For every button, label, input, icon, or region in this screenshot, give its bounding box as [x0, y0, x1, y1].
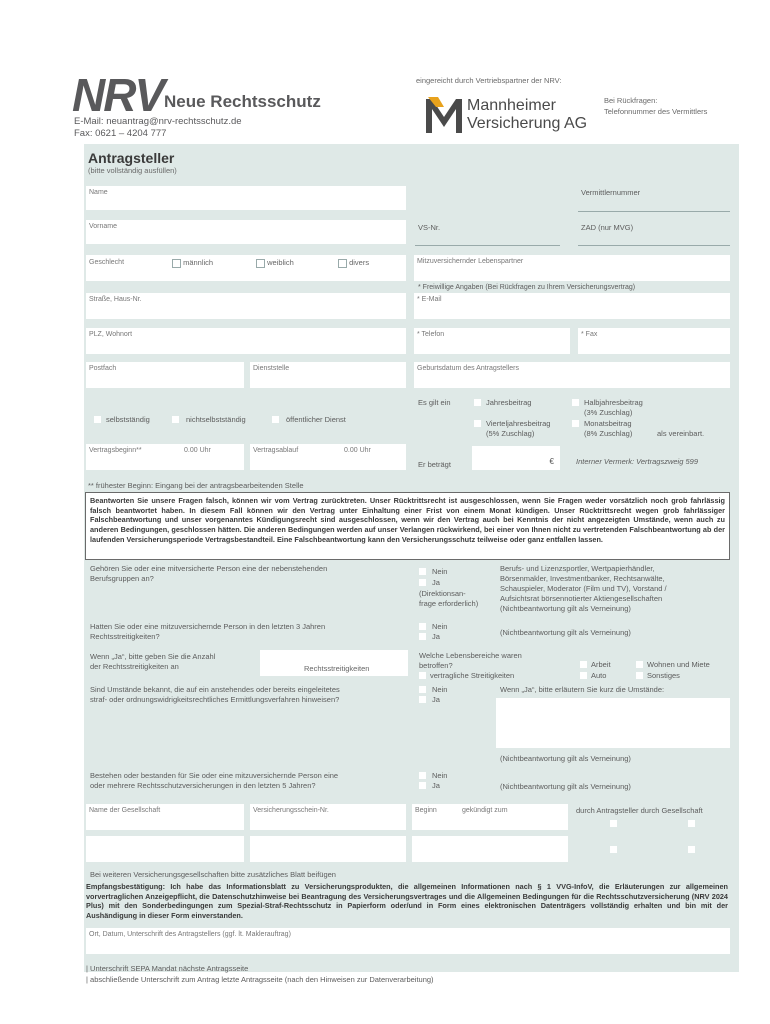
fax-field[interactable] — [578, 328, 730, 354]
q4-ja-label: Ja — [432, 695, 440, 704]
viertel-checkbox[interactable] — [474, 420, 481, 427]
q4-ja-checkbox[interactable] — [419, 696, 426, 703]
schein-field-1[interactable] — [250, 804, 406, 830]
col-gekuendigt-label: gekündigt zum — [462, 807, 508, 814]
col-durch-label: durch Antragsteller durch Gesellschaft — [576, 806, 703, 815]
mannheimer-logo-icon — [424, 95, 464, 135]
q5-ja-checkbox[interactable] — [419, 782, 426, 789]
halbjahr-label: Halbjahresbeitrag — [584, 398, 643, 407]
q1-direktion-line1: (Direktionsan- — [419, 589, 466, 598]
fruehester-beginn-note: ** frühester Beginn: Eingang bei der antragsbearbeitenden Stelle — [88, 481, 304, 490]
diverse-checkbox[interactable] — [338, 259, 347, 268]
q5-text-line1: Bestehen oder bestanden für Sie oder eine mitzuversichernde Person eine — [90, 771, 339, 780]
vereinbart-label: als vereinbart. — [657, 429, 705, 438]
vertragsablauf-label: Vertragsablauf — [253, 447, 299, 454]
vertragsbeginn-label: Vertragsbeginn** — [89, 447, 142, 454]
q3-text-line2: der Rechtsstreitigkeiten an — [90, 662, 179, 671]
jahresbeitrag-checkbox[interactable] — [474, 399, 481, 406]
durch-gesellschaft-checkbox-1[interactable] — [688, 820, 695, 827]
gesellschaft-field-2[interactable] — [86, 836, 244, 862]
freiwillig-note: * Freiwillige Angaben (Bei Rückfragen zu Ihrem Versicherungsvertrag) — [418, 284, 636, 291]
footer-sepa-note: | Unterschrift SEPA Mandat nächste Antragsseite — [86, 964, 249, 973]
fax-label: * Fax — [581, 331, 598, 338]
dienststelle-label: Dienststelle — [253, 365, 290, 372]
q3-welche-line1: Welche Lebensbereiche waren — [419, 651, 522, 660]
auto-checkbox[interactable] — [580, 672, 587, 679]
q4-nein-checkbox[interactable] — [419, 686, 426, 693]
q4-wenn-label: Wenn „Ja“, bitte erläutern Sie kurz die Umstände: — [500, 685, 665, 694]
section-title: Antragsteller — [88, 150, 175, 166]
partner-label: Mitzuversichernder Lebenspartner — [417, 258, 524, 265]
postfach-label: Postfach — [89, 365, 117, 372]
rechtsstreitigkeiten-count-field[interactable] — [260, 650, 408, 676]
sonstiges-label: Sonstiges — [647, 671, 680, 680]
geburtsdatum-field[interactable] — [414, 362, 730, 388]
geburtsdatum-label: Geburtsdatum des Antragstellers — [417, 365, 519, 372]
q1-professions-line4: Aufsichtsrat börsennotierter Aktiengesellschaften — [500, 594, 663, 603]
telefon-field[interactable] — [414, 328, 570, 354]
q5-nein-checkbox[interactable] — [419, 772, 426, 779]
email-field[interactable] — [414, 293, 730, 319]
warning-box — [85, 492, 730, 560]
col-beginn-label: Beginn — [415, 807, 437, 814]
q1-professions-line3: Schauspieler, Moderator (Film und TV), Vorstand / — [500, 584, 667, 593]
q1-nein-label: Nein — [432, 567, 448, 576]
monats-surcharge: (8% Zuschlag) — [584, 429, 633, 438]
geschlecht-field — [86, 255, 406, 281]
q3-text-line1: Wenn „Ja“, bitte geben Sie die Anzahl — [90, 652, 216, 661]
vertragsablauf-time: 0.00 Uhr — [344, 447, 371, 454]
jahresbeitrag-label: Jahresbeitrag — [486, 398, 532, 407]
halbjahr-surcharge: (3% Zuschlag) — [584, 408, 633, 417]
postfach-field[interactable] — [86, 362, 244, 388]
wohnen-checkbox[interactable] — [636, 661, 643, 668]
q1-direktion-line2: frage erforderlich) — [419, 599, 479, 608]
vertraglich-checkbox[interactable] — [419, 672, 426, 679]
oeffentlich-checkbox[interactable] — [272, 416, 279, 423]
gender-male-option[interactable]: männlich — [172, 258, 213, 268]
partner-name-line1: Mannheimer — [467, 97, 556, 114]
vs-nr-line[interactable] — [415, 245, 560, 246]
telefon-label: * Telefon — [417, 331, 445, 338]
weitere-note: Bei weiteren Versicherungsgesellschaften bitte zusätzliches Blatt beifügen — [90, 870, 336, 879]
col-name-label: Name der Gesellschaft — [89, 807, 161, 814]
plz-label: PLZ, Wohnort — [89, 331, 133, 338]
q4-text-line1: Sind Umstände bekannt, die auf ein anstehendes oder bereits eingeleitetes — [90, 685, 340, 694]
q2-text-line2: Rechtsstreitigkeiten? — [90, 632, 160, 641]
q1-ja-checkbox[interactable] — [419, 579, 426, 586]
auto-label: Auto — [591, 671, 607, 680]
gesellschaft-field-1[interactable] — [86, 804, 244, 830]
q2-text-line1: Hatten Sie oder eine mitzuversichernde Person in den letzten 3 Jahren — [90, 622, 326, 631]
vertragsablauf-field[interactable] — [250, 444, 406, 470]
q2-nein-label: Nein — [432, 622, 448, 631]
questions-sub: Telefonnummer des Vermittlers — [604, 107, 708, 116]
partner-name-line2: Versicherung AG — [467, 115, 588, 132]
q2-nichtbeantwortung: (Nichtbeantwortung gilt als Verneinung) — [500, 628, 631, 637]
er-betraegt-label: Er beträgt — [418, 460, 451, 469]
q4-nichtbeantwortung: (Nichtbeantwortung gilt als Verneinung) — [500, 754, 631, 763]
vorname-label: Vorname — [89, 223, 118, 230]
q1-nein-checkbox[interactable] — [419, 568, 426, 575]
footer-signature-note: | abschließende Unterschrift zum Antrag letzte Antragsseite (nach den Hinweisen zur Datenverarbeitung) — [86, 975, 434, 984]
vermittlernummer-label: Vermittlernummer — [581, 188, 641, 197]
q4-explanation-field[interactable] — [496, 698, 730, 748]
empfangsbestaetigung-text: Empfangsbestätigung: Ich habe das Informationsblatt zu Versicherungsprodukten, die allgemeinen Informationen nach § 1 VVG-InfoV, die Erläuterungen zur allgemeinen vorvertraglichen Anzeigepflicht, die Datenschutzhinweise bei Beantragung des Versicherungsvertrages und die Allgemeinen Bedingungen für die Rechtsschutzversicherung (NRV 2024 Plus) mit den Sonderbedingungen zum Spezial-Straf-Rechtsschutz in Papierform oder/und in Form eines elektronischen Datenträgers vollständig erhalten und bin mit der Aushändigung in dieser Form einverstanden. — [86, 882, 728, 920]
name-label: Name — [89, 189, 108, 196]
partner-field[interactable] — [414, 255, 730, 281]
q2-nein-checkbox[interactable] — [419, 623, 426, 630]
nichtselbststaendig-checkbox[interactable] — [172, 416, 179, 423]
beginn-field-2[interactable] — [412, 836, 568, 862]
q1-professions-line2: Börsenmakler, Investmentbanker, Rechtsanwälte, — [500, 574, 665, 583]
sonstiges-checkbox[interactable] — [636, 672, 643, 679]
q1-text-line2: Berufsgruppen an? — [90, 574, 154, 583]
male-checkbox[interactable] — [172, 259, 181, 268]
strasse-field[interactable] — [86, 293, 406, 319]
durch-gesellschaft-checkbox-2[interactable] — [688, 846, 695, 853]
internal-note: Interner Vermerk: Vertragszweig 599 — [576, 457, 698, 466]
female-checkbox[interactable] — [256, 259, 265, 268]
q1-professions-line1: Berufs- und Lizenzsportler, Wertpapierhändler, — [500, 564, 655, 573]
ort-datum-label: Ort, Datum, Unterschrift des Antragstellers (ggf. lt. Maklerauftrag) — [89, 931, 291, 938]
q2-ja-checkbox[interactable] — [419, 633, 426, 640]
vertraglich-label: vertragliche Streitigkeiten — [430, 671, 515, 680]
q4-nein-label: Nein — [432, 685, 448, 694]
q1-text-line1: Gehören Sie oder eine mitversicherte Person eine der nebenstehenden — [90, 564, 328, 573]
euro-sign: € — [549, 457, 554, 466]
q3-welche-line2: betroffen? — [419, 661, 453, 670]
nrv-logo-subtitle: Neue Rechtsschutz — [164, 92, 321, 111]
viertel-surcharge: (5% Zuschlag) — [486, 429, 535, 438]
warning-text: Beantworten Sie unsere Fragen falsch, können wir vom Vertrag zurücktreten. Unser Rücktrittsrecht ist ausgeschlossen, wenn Sie Fragen weder vorsätzlich noch grob fahrlässig falsch beantwortet haben. In diesem Fall können wir den Vertrag unter Einhaltung einer Frist von einem Monat kündigen. Unser Rücktrittsrecht wegen grob fahrlässiger Falschbeantwortung und unser vorgenanntes Kündigungsrecht sind ausgeschlossen, wenn wir den Vertrag auch bei Kenntnis der nicht angezeigten Umstände, wenn auch zu anderen Bedingungen, geschlossen hätten. Die anderen Bedingungen werden auf unser Verlangen rückwirkend, bei einer von Ihnen nicht zu vertretenden Falschbeantwortung ab der laufenden Versicherungsperiode Vertragsbestandteil. Eine Falschbeantwortung kann den Versicherungsschutz teilweise oder ganz entfallen lassen. — [90, 496, 725, 544]
zad-line[interactable] — [578, 245, 730, 246]
strasse-label: Straße, Haus-Nr. — [89, 296, 142, 303]
monats-label: Monatsbeitrag — [584, 419, 632, 428]
arbeit-label: Arbeit — [591, 660, 611, 669]
es-gilt-label: Es gilt ein — [418, 398, 451, 407]
nichtselbststaendig-label: nichtselbstständig — [186, 415, 246, 424]
gender-female-option[interactable]: weiblich — [256, 258, 294, 268]
gender-diverse-option[interactable]: divers — [338, 258, 369, 268]
section-subtitle: (bitte vollständig ausfüllen) — [88, 166, 177, 175]
q5-ja-label: Ja — [432, 781, 440, 790]
q5-text-line2: oder mehrere Rechtsschutzversicherungen in den letzten 5 Jahren? — [90, 781, 316, 790]
email-label: * E-Mail — [417, 296, 442, 303]
monats-checkbox[interactable] — [572, 420, 579, 427]
geschlecht-label: Geschlecht — [89, 259, 125, 266]
vermittlernummer-line[interactable] — [578, 211, 730, 212]
questions-label: Bei Rückfragen: — [604, 96, 658, 105]
plz-field[interactable] — [86, 328, 406, 354]
q2-ja-label: Ja — [432, 632, 440, 641]
beitrag-field[interactable] — [472, 446, 560, 470]
zad-label: ZAD (nur MVG) — [581, 223, 634, 232]
rechtsstreitigkeiten-field-label: Rechtsstreitigkeiten — [304, 664, 370, 673]
schein-field-2[interactable] — [250, 836, 406, 862]
vs-nr-label: VS-Nr. — [418, 223, 441, 232]
submitted-by-label: eingereicht durch Vertriebspartner der NRV: — [416, 76, 562, 85]
header-fax: Fax: 0621 – 4204 777 — [74, 128, 167, 139]
name-field[interactable] — [86, 186, 406, 210]
vertragsbeginn-field[interactable] — [86, 444, 244, 470]
halbjahr-checkbox[interactable] — [572, 399, 579, 406]
selbststaendig-label: selbstständig — [106, 415, 150, 424]
dienststelle-field[interactable] — [250, 362, 406, 388]
col-schein-label: Versicherungsschein-Nr. — [253, 807, 329, 814]
signature-field[interactable] — [86, 928, 730, 954]
header-email: E-Mail: neuantrag@nrv-rechtsschutz.de — [74, 116, 242, 127]
durch-antragsteller-checkbox-1[interactable] — [610, 820, 617, 827]
nrv-logo: NRV — [72, 69, 164, 121]
q5-nein-label: Nein — [432, 771, 448, 780]
durch-antragsteller-checkbox-2[interactable] — [610, 846, 617, 853]
viertel-label: Vierteljahresbeitrag — [486, 419, 551, 428]
selbststaendig-checkbox[interactable] — [94, 416, 101, 423]
q4-text-line2: straf- oder ordnungswidrigkeitsrechtliches Ermittlungsverfahren hinweisen? — [90, 695, 340, 704]
vertragsbeginn-time: 0.00 Uhr — [184, 447, 211, 454]
vorname-field[interactable] — [86, 220, 406, 244]
q1-ja-label: Ja — [432, 578, 440, 587]
beginn-field-1[interactable] — [412, 804, 568, 830]
q1-nichtbeantwortung: (Nichtbeantwortung gilt als Verneinung) — [500, 604, 631, 613]
wohnen-label: Wohnen und Miete — [647, 660, 710, 669]
q5-nichtbeantwortung: (Nichtbeantwortung gilt als Verneinung) — [500, 782, 631, 791]
oeffentlich-label: öffentlicher Dienst — [286, 415, 346, 424]
arbeit-checkbox[interactable] — [580, 661, 587, 668]
